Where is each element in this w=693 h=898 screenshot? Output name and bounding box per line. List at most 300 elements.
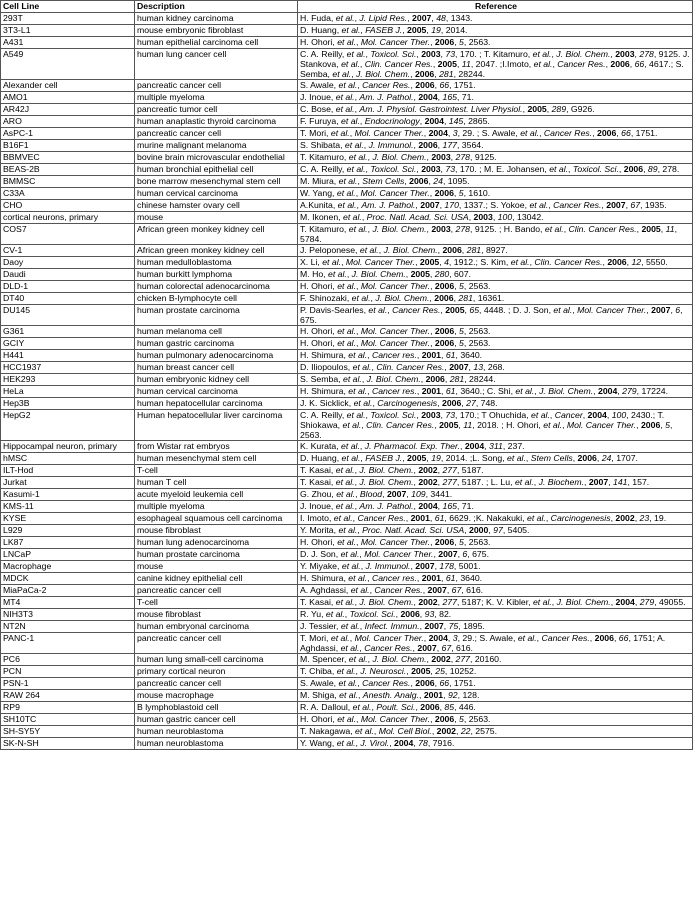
reference-segment: 2006: [441, 398, 462, 408]
reference-segment: A. Aghdassi,: [300, 585, 351, 595]
reference-segment: ,: [646, 305, 652, 315]
reference-segment: Toxicol. Sci.: [370, 410, 417, 420]
cell-reference: [298, 489, 693, 501]
reference-segment: Y. Morita,: [300, 525, 339, 535]
reference-segment: J. Immunol.: [365, 561, 411, 571]
reference-segment: ,: [446, 585, 452, 595]
reference-segment: ,: [437, 477, 443, 487]
table-row: [1, 549, 693, 561]
reference-segment: Y. Wang,: [300, 738, 337, 748]
reference-segment: 6: [675, 305, 681, 315]
reference-segment: ,: [395, 609, 401, 619]
reference-segment: , 20160.: [470, 654, 502, 664]
reference-segment: 2006: [425, 374, 445, 384]
reference-segment: M. Ho,: [300, 269, 328, 279]
reference-segment: ,: [356, 281, 361, 291]
reference-segment: ,: [458, 420, 464, 430]
reference-segment: J. K. Sicklick,: [300, 398, 354, 408]
reference-segment: ,: [605, 59, 611, 69]
reference-segment: ,: [453, 188, 459, 198]
cell-line: Alexander cell: [1, 80, 135, 92]
cell-description: human embryonal carcinoma: [135, 621, 298, 633]
cell-line: Daoy: [1, 257, 135, 269]
cell-line: BBMVEC: [1, 152, 135, 164]
reference-segment: Cancer Res.: [541, 633, 590, 643]
reference-segment: J. Inoue,: [300, 92, 336, 102]
reference-segment: 2001: [410, 513, 430, 523]
cell-description: human neuroblastoma: [135, 726, 298, 738]
reference-segment: 278: [455, 152, 470, 162]
reference-segment: et al.: [328, 269, 347, 279]
cell-line: G361: [1, 326, 135, 338]
reference-segment: 11: [463, 420, 473, 430]
reference-segment: , 5405.: [502, 525, 530, 535]
cell-description: murine malignant melanoma: [135, 140, 298, 152]
reference-segment: , 2430.; T. Shiokawa,: [300, 410, 665, 430]
reference-segment: , 675.: [467, 549, 490, 559]
reference-segment: et al.: [352, 362, 372, 372]
cell-description: human embryonic kidney cell: [135, 374, 298, 386]
reference-segment: T. Nakagawa,: [300, 726, 356, 736]
reference-segment: ,: [378, 245, 384, 255]
reference-segment: , 278.: [657, 164, 680, 174]
cell-line: HCC1937: [1, 362, 135, 374]
reference-segment: , 8927.: [481, 245, 508, 255]
table-row: [1, 501, 693, 513]
reference-segment: et al.: [348, 573, 368, 583]
reference-segment: 2002: [615, 513, 635, 523]
reference-segment: 24: [601, 453, 612, 463]
reference-segment: et al.: [553, 305, 573, 315]
reference-segment: 61: [434, 513, 445, 523]
cell-description: human gastric cancer cell: [135, 714, 298, 726]
reference-segment: et al.: [337, 714, 357, 724]
reference-segment: 2007: [412, 13, 432, 23]
reference-segment: J. Lipid Res.: [359, 13, 408, 23]
cell-line: MDCK: [1, 573, 135, 585]
table-row: [1, 49, 693, 80]
reference-segment: 2000: [469, 525, 489, 535]
reference-segment: ,: [533, 477, 539, 487]
reference-segment: Clin. Cancer Res.: [376, 362, 445, 372]
reference-segment: ,: [423, 633, 429, 643]
reference-segment: , 7916.: [427, 738, 455, 748]
reference-segment: 3: [452, 128, 458, 138]
reference-segment: , 748.: [475, 398, 498, 408]
cell-line: PC6: [1, 654, 135, 666]
reference-segment: ,: [367, 224, 373, 234]
reference-segment: ,: [629, 59, 635, 69]
table-row: [1, 678, 693, 690]
reference-segment: ,: [357, 525, 363, 535]
reference-segment: ,: [361, 212, 367, 222]
reference-segment: ,: [389, 738, 395, 748]
cell-reference: [298, 654, 693, 666]
cell-reference: [298, 513, 693, 525]
table-row: [1, 609, 693, 621]
reference-segment: 2004: [615, 597, 635, 607]
reference-segment: 109: [411, 489, 426, 499]
reference-segment: 65: [469, 305, 480, 315]
cell-reference: [298, 257, 693, 269]
cell-description: human anaplastic thyroid carcinoma: [135, 116, 298, 128]
cell-line: DU145: [1, 305, 135, 326]
reference-segment: ,: [636, 420, 641, 430]
cell-line: GCIY: [1, 338, 135, 350]
reference-segment: M. Miura,: [300, 176, 339, 186]
cell-description: primary cortical neuron: [135, 666, 298, 678]
reference-segment: ,: [355, 666, 361, 676]
reference-segment: et al.: [337, 281, 357, 291]
reference-segment: 2006: [597, 128, 617, 138]
reference-segment: 279: [622, 386, 637, 396]
reference-segment: ,: [429, 513, 435, 523]
cell-description: human hepatocellular carcinoma: [135, 398, 298, 410]
cell-description: human prostate carcinoma: [135, 549, 298, 561]
reference-segment: , 2563.: [463, 714, 491, 724]
reference-segment: ,: [430, 338, 435, 348]
cell-reference: [298, 92, 693, 104]
reference-segment: , 71.: [456, 501, 474, 511]
reference-segment: ,: [369, 585, 375, 595]
cell-description: B lymphoblastoid cell: [135, 702, 298, 714]
reference-segment: et al.: [342, 374, 362, 384]
cell-reference: [298, 326, 693, 338]
table-row: [1, 597, 693, 609]
reference-segment: H. Shimura,: [300, 386, 349, 396]
reference-segment: ,: [440, 164, 446, 174]
cell-line: SK-N-SH: [1, 738, 135, 750]
reference-segment: , 1751.: [449, 678, 476, 688]
reference-segment: ,: [437, 245, 443, 255]
cell-reference: [298, 200, 693, 212]
reference-segment: 23: [639, 513, 650, 523]
cell-line: cortical neurons, primary: [1, 212, 135, 224]
reference-segment: , 2563.: [463, 338, 491, 348]
reference-segment: ,: [568, 164, 573, 174]
reference-segment: 48: [436, 13, 446, 23]
reference-segment: Toxicol. Sci.: [370, 164, 417, 174]
reference-segment: Mol. Cancer Ther.: [360, 188, 430, 198]
reference-segment: ,: [413, 465, 419, 475]
cell-reference: [298, 561, 693, 573]
reference-segment: ,: [441, 350, 446, 360]
cell-description: human colorectal adenocarcinoma: [135, 281, 298, 293]
reference-segment: et al.: [544, 224, 564, 234]
reference-segment: K. Kurata,: [300, 441, 342, 451]
reference-segment: , 616.: [461, 585, 484, 595]
reference-segment: ,: [596, 453, 602, 463]
reference-segment: ,: [413, 738, 419, 748]
reference-segment: ,: [440, 410, 446, 420]
reference-segment: 2005: [437, 59, 457, 69]
table-row: [1, 453, 693, 465]
reference-segment: , 1895.: [458, 621, 485, 631]
cell-description: T-cell: [135, 465, 298, 477]
reference-segment: 2002: [418, 465, 438, 475]
cell-description: pancreatic cancer cell: [135, 80, 298, 92]
reference-segment: ,: [434, 420, 440, 430]
reference-segment: ,: [420, 374, 426, 384]
reference-segment: ,: [354, 92, 360, 102]
cell-line: A549: [1, 49, 135, 80]
reference-segment: 2003: [421, 49, 441, 59]
cell-reference: [298, 293, 693, 305]
cell-description: Human hepatocellular liver carcinoma: [135, 410, 298, 441]
reference-segment: 67: [441, 643, 452, 653]
table-row: [1, 152, 693, 164]
reference-segment: ,: [405, 269, 411, 279]
cell-reference: [298, 585, 693, 597]
cell-description: from Wistar rat embryos: [135, 441, 298, 453]
reference-segment: Stem Cells: [530, 453, 573, 463]
reference-segment: Cancer Res.: [357, 513, 406, 523]
reference-segment: 2004: [428, 128, 448, 138]
reference-segment: 5: [459, 37, 464, 47]
reference-segment: 2002: [418, 597, 438, 607]
cell-description: African green monkey kidney cell: [135, 245, 298, 257]
reference-segment: ,: [601, 200, 607, 210]
reference-segment: , 4448. ; D. J. Son,: [479, 305, 554, 315]
reference-segment: 2001: [421, 386, 442, 396]
reference-segment: 4: [444, 257, 449, 267]
reference-segment: et al.: [342, 212, 362, 222]
reference-segment: , 1751; A. Aghdassi,: [300, 633, 666, 653]
reference-segment: ,: [346, 269, 352, 279]
cell-reference: [298, 666, 693, 678]
table-row: [1, 224, 693, 245]
reference-segment: ,: [371, 702, 377, 712]
reference-segment: et al.: [335, 92, 355, 102]
reference-segment: 13: [473, 362, 484, 372]
reference-segment: G. Zhou,: [300, 489, 337, 499]
reference-segment: ,: [359, 441, 365, 451]
reference-segment: Cancer Res.: [557, 59, 606, 69]
cell-description: mouse fibroblast: [135, 609, 298, 621]
reference-segment: 2006: [434, 326, 455, 336]
reference-segment: ,: [419, 621, 425, 631]
reference-segment: ,: [413, 501, 419, 511]
reference-segment: 2003: [473, 212, 493, 222]
cell-line: DT40: [1, 293, 135, 305]
cell-reference: [298, 453, 693, 465]
reference-segment: et al.: [335, 501, 355, 511]
reference-segment: 277: [442, 597, 457, 607]
reference-segment: 2006: [594, 633, 614, 643]
reference-segment: ,: [354, 465, 360, 475]
cell-line: MiaPaCa-2: [1, 585, 135, 597]
cell-description: African green monkey kidney cell: [135, 224, 298, 245]
cell-line: Hep3B: [1, 398, 135, 410]
reference-segment: F. Shinozaki,: [300, 293, 352, 303]
reference-segment: 2006: [400, 609, 420, 619]
cell-reference: [298, 188, 693, 200]
reference-segment: ,: [443, 116, 449, 126]
reference-segment: ,: [354, 597, 360, 607]
reference-segment: 278: [455, 224, 470, 234]
reference-segment: Mol. Cancer Ther.: [360, 714, 431, 724]
reference-segment: et al.: [341, 561, 361, 571]
reference-segment: ,: [404, 176, 410, 186]
reference-segment: 61: [445, 350, 456, 360]
reference-segment: Clin. Cancer Res.: [366, 420, 435, 430]
reference-segment: ,: [430, 37, 435, 47]
reference-segment: H. Shimura,: [300, 573, 349, 583]
reference-segment: ,: [416, 410, 422, 420]
reference-segment: 2006: [442, 245, 462, 255]
table-row: [1, 386, 693, 398]
reference-segment: et al.: [515, 386, 535, 396]
reference-segment: ,: [431, 726, 437, 736]
reference-segment: et al.: [336, 188, 356, 198]
reference-segment: ,: [488, 525, 494, 535]
reference-segment: ,: [410, 80, 416, 90]
cell-description: human gastric carcinoma: [135, 338, 298, 350]
reference-segment: 92: [447, 690, 458, 700]
cell-reference: [298, 305, 693, 326]
reference-segment: ,: [418, 690, 424, 700]
reference-segment: ,: [616, 128, 622, 138]
table-row: [1, 128, 693, 140]
cell-line: KMS-11: [1, 501, 135, 513]
reference-segment: ,: [584, 477, 589, 487]
reference-segment: ,: [413, 597, 419, 607]
reference-segment: 61: [445, 386, 456, 396]
reference-segment: Cancer res.: [371, 386, 417, 396]
reference-segment: 2004: [428, 633, 448, 643]
reference-segment: ,: [359, 59, 365, 69]
reference-segment: J. Biol. Chem.: [383, 245, 438, 255]
reference-segment: et al.: [350, 585, 370, 595]
reference-segment: ,: [355, 738, 361, 748]
reference-segment: 2002: [418, 477, 438, 487]
header-cell-line: Cell Line: [1, 1, 135, 13]
cell-reference: [298, 441, 693, 453]
reference-segment: 2004: [587, 410, 607, 420]
table-row: [1, 116, 693, 128]
reference-segment: , 71.: [456, 92, 474, 102]
reference-segment: et al.: [346, 164, 366, 174]
reference-segment: Carcinogenesis: [550, 513, 611, 523]
reference-segment: ,: [413, 92, 419, 102]
reference-segment: ,: [356, 714, 361, 724]
reference-segment: ,: [525, 453, 531, 463]
reference-segment: ,: [440, 305, 446, 315]
reference-segment: , 29. ; S. Awale,: [457, 128, 521, 138]
reference-segment: ,: [341, 257, 346, 267]
reference-segment: , 675.: [300, 305, 683, 325]
reference-segment: , 82.: [434, 609, 452, 619]
reference-segment: ,: [363, 140, 369, 150]
reference-segment: ,: [430, 537, 435, 547]
reference-segment: 2004: [418, 92, 438, 102]
reference-segment: ,: [356, 326, 361, 336]
reference-segment: T. Kitamuro,: [300, 152, 349, 162]
reference-segment: ,: [437, 398, 442, 408]
reference-segment: Proc. Natl. Acad. Sci. USA: [366, 212, 469, 222]
reference-segment: , 1343.: [445, 13, 473, 23]
reference-segment: ,: [551, 49, 557, 59]
reference-segment: Cancer: [554, 410, 583, 420]
reference-segment: 93: [424, 609, 435, 619]
cell-reference: [298, 128, 693, 140]
reference-segment: 85: [444, 702, 455, 712]
cell-reference: [298, 573, 693, 585]
reference-segment: , 29.; S. Awale,: [457, 633, 518, 643]
reference-segment: Mol. Cancer Ther.: [354, 128, 424, 138]
reference-segment: ,: [405, 513, 411, 523]
reference-segment: , 2014.: [440, 25, 468, 35]
reference-segment: 178: [439, 561, 454, 571]
reference-segment: ,: [593, 386, 598, 396]
reference-segment: ,: [437, 465, 443, 475]
reference-segment: 2004: [394, 738, 414, 748]
reference-segment: 61: [445, 573, 456, 583]
reference-segment: 277: [442, 465, 457, 475]
cell-line: Daudi: [1, 269, 135, 281]
reference-segment: Proc. Natl. Acad. Sci. USA: [362, 525, 465, 535]
reference-segment: 2005: [419, 257, 440, 267]
cell-description: multiple myeloma: [135, 92, 298, 104]
reference-segment: 2006: [414, 69, 435, 79]
reference-segment: , 446.: [454, 702, 476, 712]
reference-segment: J. Immunol.: [368, 140, 414, 150]
reference-segment: ,: [360, 561, 366, 571]
reference-segment: H. Ohori,: [300, 326, 338, 336]
reference-segment: Mol. Cell Biol.: [378, 726, 432, 736]
reference-segment: Carcinogenesis: [377, 398, 438, 408]
reference-segment: ,: [670, 305, 676, 315]
table-row: [1, 690, 693, 702]
reference-segment: C. Bose,: [300, 104, 336, 114]
reference-segment: et al.: [342, 420, 362, 430]
reference-segment: , 3640.: [455, 573, 483, 583]
cell-reference: [298, 738, 693, 750]
reference-segment: 2006: [434, 37, 455, 47]
reference-segment: 2001: [421, 350, 442, 360]
reference-segment: 165: [442, 501, 457, 511]
cell-line: ARO: [1, 116, 135, 128]
reference-segment: ,: [367, 152, 373, 162]
cell-description: bone marrow mesenchymal stem cell: [135, 176, 298, 188]
cell-line: ILT-Hod: [1, 465, 135, 477]
reference-segment: 5: [459, 714, 464, 724]
reference-segment: J. Biol. Chem.: [375, 293, 430, 303]
reference-segment: T. Chiba,: [300, 666, 337, 676]
table-row: [1, 726, 693, 738]
cell-line: SH10TC: [1, 714, 135, 726]
reference-segment: et al.: [341, 116, 360, 126]
reference-segment: ,: [354, 477, 360, 487]
cell-reference: [298, 726, 693, 738]
cell-description: human pulmonary adenocarcinoma: [135, 350, 298, 362]
reference-segment: ,: [373, 726, 379, 736]
reference-segment: et al.: [322, 257, 342, 267]
cell-description: human burkitt lymphoma: [135, 269, 298, 281]
cell-reference: [298, 338, 693, 350]
reference-segment: ,: [447, 633, 453, 643]
reference-segment: 2007: [449, 362, 469, 372]
reference-segment: , 49055.: [654, 597, 686, 607]
reference-segment: et al.: [348, 224, 368, 234]
reference-segment: ,: [592, 128, 598, 138]
reference-segment: 2007: [424, 621, 444, 631]
cell-reference: [298, 140, 693, 152]
reference-segment: ,: [359, 116, 365, 126]
reference-segment: ,: [606, 410, 612, 420]
table-row: [1, 350, 693, 362]
cell-reference: [298, 465, 693, 477]
